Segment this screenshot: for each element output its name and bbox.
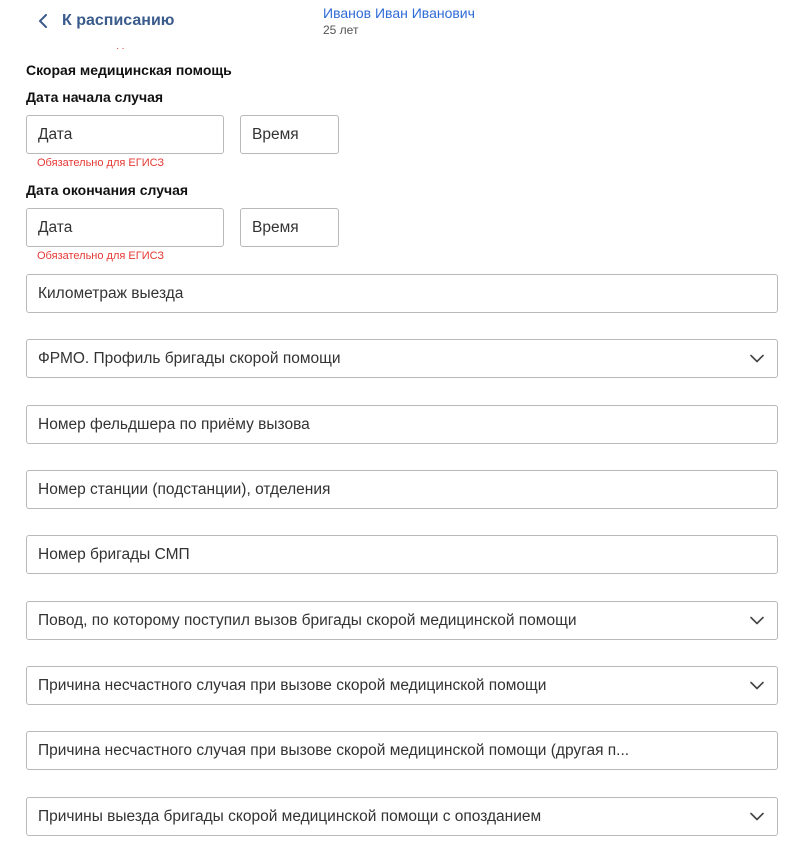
- field-label: ФРМО. Профиль бригады скорой помощи: [38, 349, 341, 367]
- start-date-placeholder: Дата: [38, 125, 73, 143]
- field-label: Причины выезда бригады скорой медицинской помощи с опозданием: [38, 807, 542, 825]
- mileage-input[interactable]: [26, 274, 778, 313]
- brigade-profile-select[interactable]: [26, 339, 778, 378]
- end-date-placeholder: Дата: [38, 218, 73, 236]
- start-time-input[interactable]: [240, 115, 339, 154]
- field-label: Километраж выезда: [38, 284, 184, 302]
- chevron-down-icon: [748, 808, 766, 826]
- chevron-left-icon: [36, 10, 50, 32]
- start-date-label: Дата начала случая: [26, 89, 164, 105]
- back-to-schedule-link[interactable]: [36, 10, 174, 32]
- field-label: Номер фельдшера по приёму вызова: [38, 415, 310, 433]
- field-label: Причина несчастного случая при вызове скорой медицинской помощи (другая п...: [38, 741, 630, 759]
- call-reason-select[interactable]: [26, 601, 778, 640]
- decorative-dots: ··: [116, 43, 127, 54]
- accident-cause-other-input[interactable]: [26, 731, 778, 770]
- end-time-input[interactable]: [240, 208, 339, 247]
- field-label: Номер бригады СМП: [38, 545, 190, 563]
- start-date-hint: Обязательно для ЕГИСЗ: [37, 157, 165, 169]
- start-time-placeholder: Время: [252, 125, 299, 143]
- accident-cause-select[interactable]: [26, 666, 778, 705]
- start-date-input[interactable]: [26, 115, 224, 154]
- back-link-label: К расписанию: [62, 12, 175, 29]
- section-title: Скорая медицинская помощь: [26, 62, 232, 78]
- chevron-down-icon: [748, 677, 766, 695]
- field-label: Причина несчастного случая при вызове скорой медицинской помощи: [38, 676, 547, 694]
- paramedic-number-input[interactable]: [26, 405, 778, 444]
- chevron-down-icon: [748, 350, 766, 368]
- end-date-input[interactable]: [26, 208, 224, 247]
- patient-age: 25 лет: [323, 23, 359, 37]
- field-label: Повод, по которому поступил вызов бригады скорой медицинской помощи: [38, 611, 577, 629]
- delay-reasons-select[interactable]: [26, 797, 778, 836]
- patient-info: [323, 5, 475, 38]
- patient-name[interactable]: Иванов Иван Иванович: [323, 5, 475, 21]
- field-label: Номер станции (подстанции), отделения: [38, 480, 331, 498]
- end-time-placeholder: Время: [252, 218, 299, 236]
- brigade-number-input[interactable]: [26, 535, 778, 574]
- chevron-down-icon: [748, 612, 766, 630]
- end-date-hint: Обязательно для ЕГИСЗ: [37, 250, 165, 262]
- end-date-label: Дата окончания случая: [26, 182, 189, 198]
- station-number-input[interactable]: [26, 470, 778, 509]
